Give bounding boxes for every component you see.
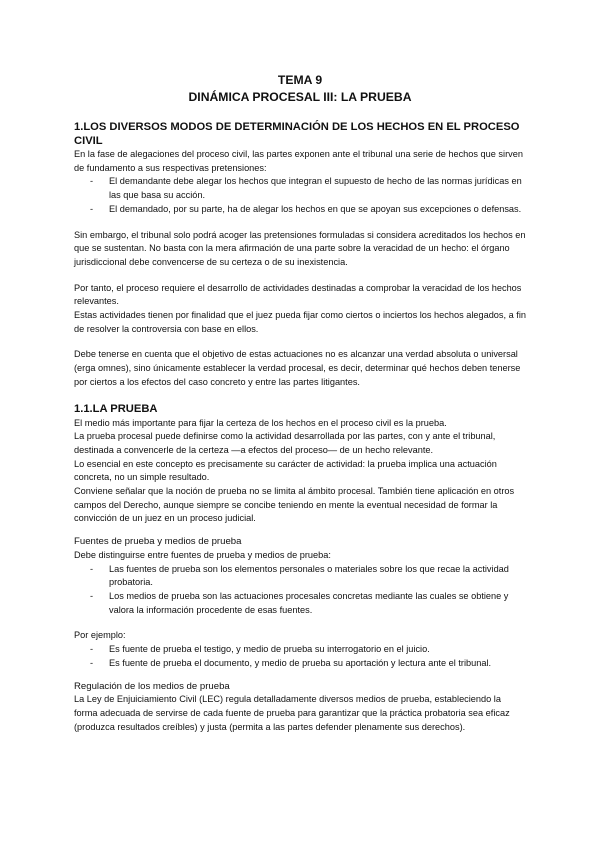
section-1-paragraph: Debe tenerse en cuenta que el objetivo de estas actuaciones no es alcanzar una verdad absoluta o universal (erga omnes), sino únicamente establecer la verdad procesal, es decir, determinar qué hechos deben tenerse por ciertos a los efectos del caso concreto y entre las partes litigantes. xyxy=(74,349,521,387)
regulacion-paragraph: La Ley de Enjuiciamiento Civil (LEC) regula detalladamente diversos medios de prueba, estableciendo la forma adecuada de servirse de cada fuente de prueba para garantizar que la práctica probatoria sea eficaz (produzca resultados creíbles) y justa (permita a las partes defender plenamente sus derechos). xyxy=(74,694,510,732)
list-item: - Es fuente de prueba el testigo, y medio de prueba su interrogatorio en el juicio. xyxy=(74,643,526,657)
document-subtitle: DINÁMICA PROCESAL III: LA PRUEBA xyxy=(188,90,412,104)
list-item: - El demandado, por su parte, ha de alegar los hechos en que se apoyan sus excepciones o defensas. xyxy=(74,203,526,217)
ejemplo-intro: Por ejemplo: xyxy=(74,630,126,641)
section-1-bullet-list xyxy=(74,175,526,216)
list-item: - Es fuente de prueba el documento, y medio de prueba su aportación y lectura ante el tribunal. xyxy=(74,657,526,671)
list-item: - Los medios de prueba son las actuaciones procesales concretas mediante las cuales se obtiene y valora la información procedente de esas fuentes. xyxy=(74,590,526,617)
fuentes-heading: Fuentes de prueba y medios de prueba xyxy=(74,536,242,548)
section-1-1-paragraph: El medio más importante para fijar la certeza de los hechos en el proceso civil es la prueba. xyxy=(74,417,447,428)
section-1-1-paragraph: La prueba procesal puede definirse como la actividad desarrollada por las partes, con y ante el tribunal, destinada a convencerle de la certeza —a efectos del proceso— de un hecho relevante. xyxy=(74,431,496,455)
section-1-1-paragraph: Lo esencial en este concepto es precisamente su carácter de actividad: la prueba implica una actuación concreta, no un simple resultado. xyxy=(74,458,497,483)
document-body xyxy=(74,120,526,734)
list-item: - Las fuentes de prueba son los elementos personales o materiales sobre los que recae la actividad probatoria. xyxy=(74,563,526,590)
document-title: TEMA 9 xyxy=(277,73,323,87)
section-1-intro: En la fase de alegaciones del proceso civil, las partes exponen ante el tribunal una serie de hechos que sirven de fundamento a sus respectivas pretensiones: xyxy=(74,149,523,173)
section-1-1-heading: 1.1.LA PRUEBA xyxy=(74,402,158,415)
fuentes-intro: Debe distinguirse entre fuentes de prueba y medios de prueba: xyxy=(74,549,331,560)
section-1-heading: 1.LOS DIVERSOS MODOS DE DETERMINACIÓN DE LOS HECHOS EN EL PROCESO CIVIL xyxy=(74,121,520,147)
list-item: - El demandante debe alegar los hechos que integran el supuesto de hecho de las normas jurídicas en las que basa su acción. xyxy=(74,175,526,202)
ejemplo-bullet-list xyxy=(74,643,526,670)
section-1-paragraph: Sin embargo, el tribunal solo podrá acoger las pretensiones formuladas si considera acreditados los hechos en que se sustentan. No basta con la mera afirmación de una parte sobre la veracidad de un hecho: el órgano jurisdiccional debe convencerse de su certeza o de su inexistencia. xyxy=(74,229,526,267)
fuentes-bullet-list xyxy=(74,563,526,618)
section-1-1-paragraph: Conviene señalar que la noción de prueba no se limita al ámbito procesal. También tiene aplicación en otros campos del Derecho, aunque siempre se concibe teniendo en mente la eventual necesidad de formar la convicción de un juez en un proceso judicial. xyxy=(74,486,515,524)
regulacion-heading: Regulación de los medios de prueba xyxy=(74,680,230,692)
section-1-paragraph: Por tanto, el proceso requiere el desarrollo de actividades destinadas a comprobar la veracidad de los hechos relevantes. xyxy=(74,282,522,307)
section-1-paragraph: Estas actividades tienen por finalidad que el juez pueda fijar como ciertos o inciertos los hechos alegados, a fin de resolver la controversia con base en ellos. xyxy=(74,310,526,334)
